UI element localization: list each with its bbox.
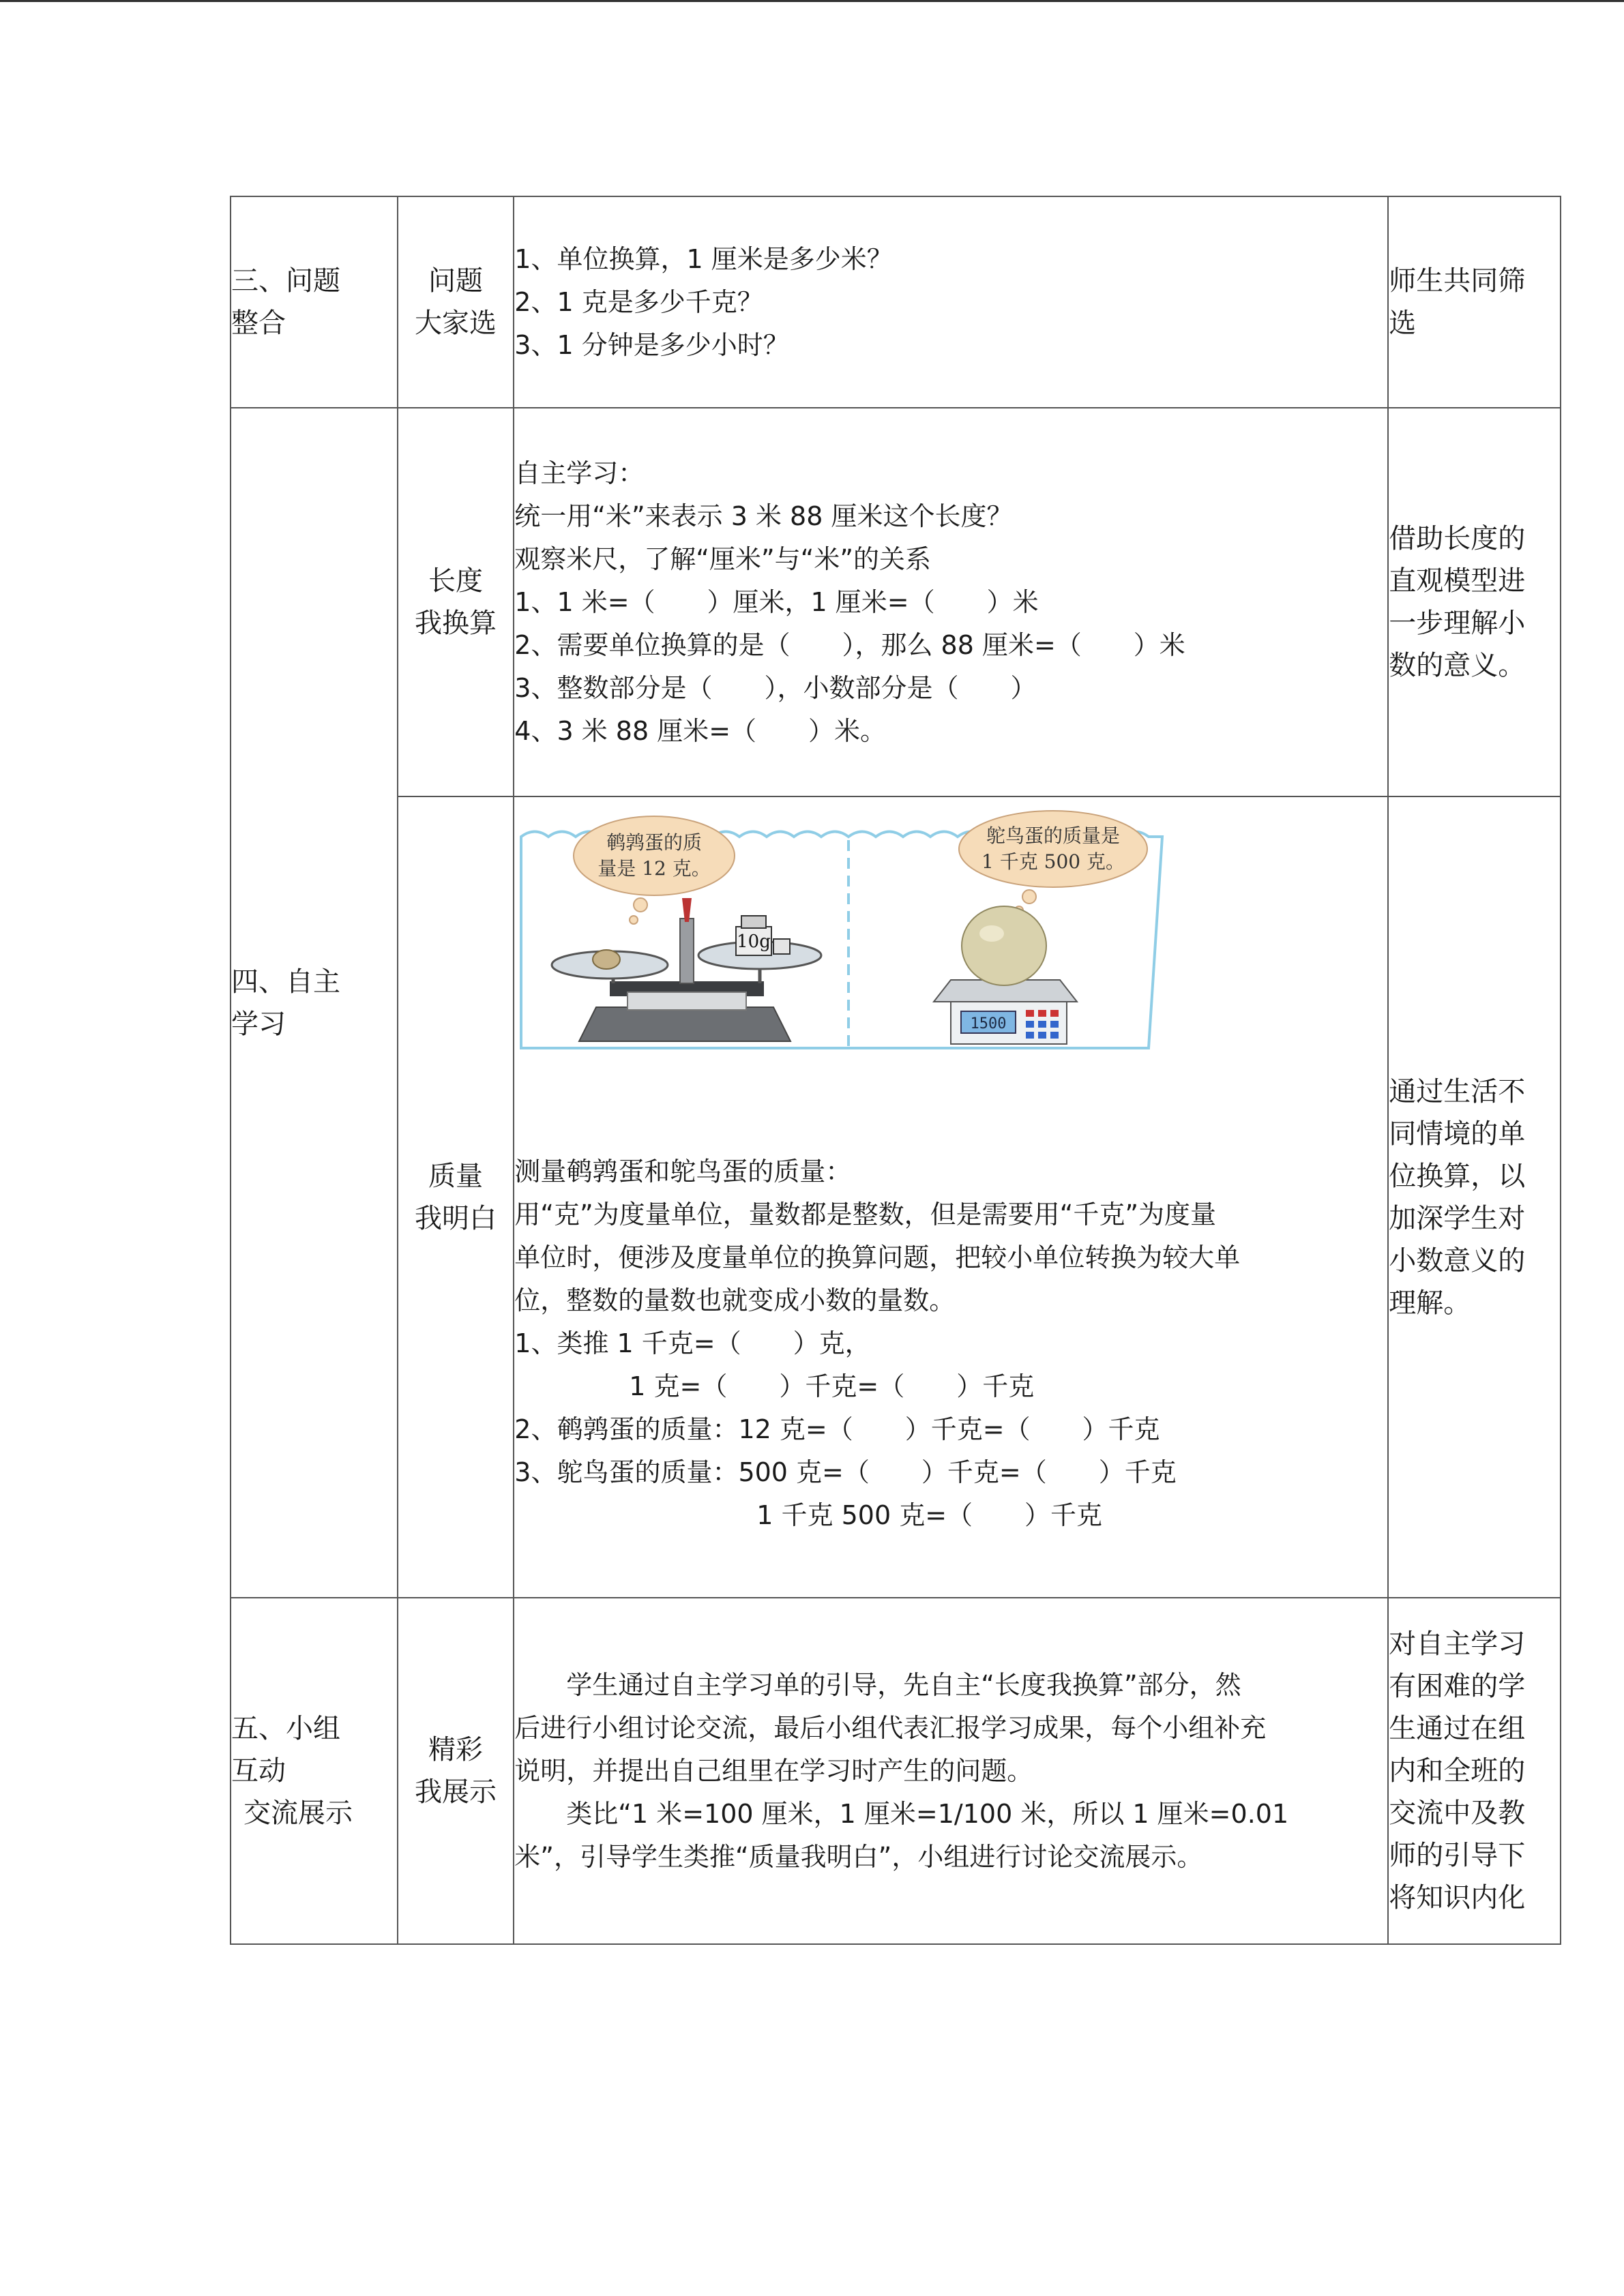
sub-stage-cell: 问题 大家选 (398, 196, 514, 408)
content-cell (514, 796, 1388, 1598)
bubble-text: 鸵鸟蛋的质量是 (986, 824, 1121, 847)
stage-cell: 三、问题 整合 (231, 196, 398, 408)
bubble-text: 量是 12 克。 (597, 857, 711, 880)
lesson-plan-table (230, 196, 1561, 1945)
exercise-line: 1、类推 1 千克=（ ）克， (514, 1328, 871, 1358)
ostrich-egg (962, 906, 1046, 985)
question-line: 1、单位换算，1 厘米是多少米？ (514, 243, 893, 274)
note-cell: 通过生活不 同情境的单 位换算，以 加深学生对 小数意义的 理解。 (1388, 796, 1561, 1598)
text-line: 位，整数的量数也就变成小数的量数。 (514, 1285, 956, 1315)
scale-display-value: 1500 (970, 1015, 1007, 1032)
paragraph-line: 学生通过自主学习单的引导，先自主“长度我换算”部分，然 (566, 1669, 1241, 1700)
content-cell (514, 196, 1388, 408)
paragraph-line: 米”，引导学生类推“质量我明白”，小组进行讨论交流展示。 (514, 1841, 1203, 1872)
exercise-line: 2、需要单位换算的是（ ），那么 88 厘米=（ ）米 (514, 629, 1185, 660)
paragraph-line: 后进行小组讨论交流，最后小组代表汇报学习成果，每个小组补充 (514, 1712, 1267, 1743)
exercise-line: 4、3 米 88 厘米=（ ）米。 (514, 715, 887, 746)
text-line: 自主学习： (514, 458, 645, 488)
exercise-line: 1 克=（ ）千克=（ ）千克 (629, 1371, 1035, 1401)
exercise-line: 1、1 米=（ ）厘米，1 厘米=（ ）米 (514, 586, 1039, 617)
paragraph-line: 说明，并提出自己组里在学习时产生的问题。 (514, 1755, 1033, 1786)
sub-stage-cell: 精彩 我展示 (398, 1598, 514, 1944)
bubble-text: 1 千克 500 克。 (981, 850, 1125, 873)
question-line: 3、1 分钟是多少小时？ (514, 329, 789, 360)
row-problem-integration (231, 196, 1561, 408)
exercise-line: 2、鹌鹑蛋的质量：12 克=（ ）千克=（ ）千克 (514, 1414, 1160, 1444)
row-group-interaction (231, 1598, 1561, 1944)
text-line: 用“克”为度量单位，量数都是整数，但是需要用“千克”为度量 (514, 1199, 1217, 1229)
text-line: 单位时，便涉及度量单位的换算问题，把较小单位转换为较大单 (514, 1242, 1241, 1272)
weight-label: 10g (737, 931, 771, 952)
note-cell: 师生共同筛 选 (1388, 196, 1561, 408)
sub-stage-cell: 长度 我换算 (398, 408, 514, 796)
text-line: 统一用“米”来表示 3 米 88 厘米这个长度？ (514, 501, 1013, 531)
text-line: 观察米尺，了解“厘米”与“米”的关系 (514, 543, 932, 574)
exercise-line: 1 千克 500 克=（ ）千克 (756, 1500, 1103, 1530)
egg-weighing-illustration (514, 809, 1210, 1062)
text-line: 测量鹌鹑蛋和鸵鸟蛋的质量： (514, 1157, 852, 1187)
top-rule (0, 0, 1624, 2)
content-cell (514, 408, 1388, 796)
row-mass-understanding (231, 796, 1561, 1598)
quail-egg (593, 950, 620, 969)
exercise-line: 3、鸵鸟蛋的质量：500 克=（ ）千克=（ ）千克 (514, 1457, 1177, 1487)
paragraph-line: 类比“1 米=100 厘米，1 厘米=1/100 米，所以 1 厘米=0.01 (566, 1798, 1289, 1829)
sub-stage-cell: 质量 我明白 (398, 796, 514, 1598)
row-length-conversion (231, 408, 1561, 796)
note-cell: 借助长度的 直观模型进 一步理解小 数的意义。 (1388, 408, 1561, 796)
note-cell: 对自主学习 有困难的学 生通过在组 内和全班的 交流中及教 师的引导下 将知识内化 (1388, 1598, 1561, 1944)
content-cell (514, 1598, 1388, 1944)
bubble-text: 鹌鹑蛋的质 (606, 831, 703, 854)
question-line: 2、1 克是多少千克？ (514, 286, 763, 317)
stage-cell: 五、小组 互动 交流展示 (231, 1598, 398, 1944)
exercise-line: 3、整数部分是（ ），小数部分是（ ） (514, 672, 1037, 703)
stage-cell: 四、自主 学习 (231, 408, 398, 1598)
